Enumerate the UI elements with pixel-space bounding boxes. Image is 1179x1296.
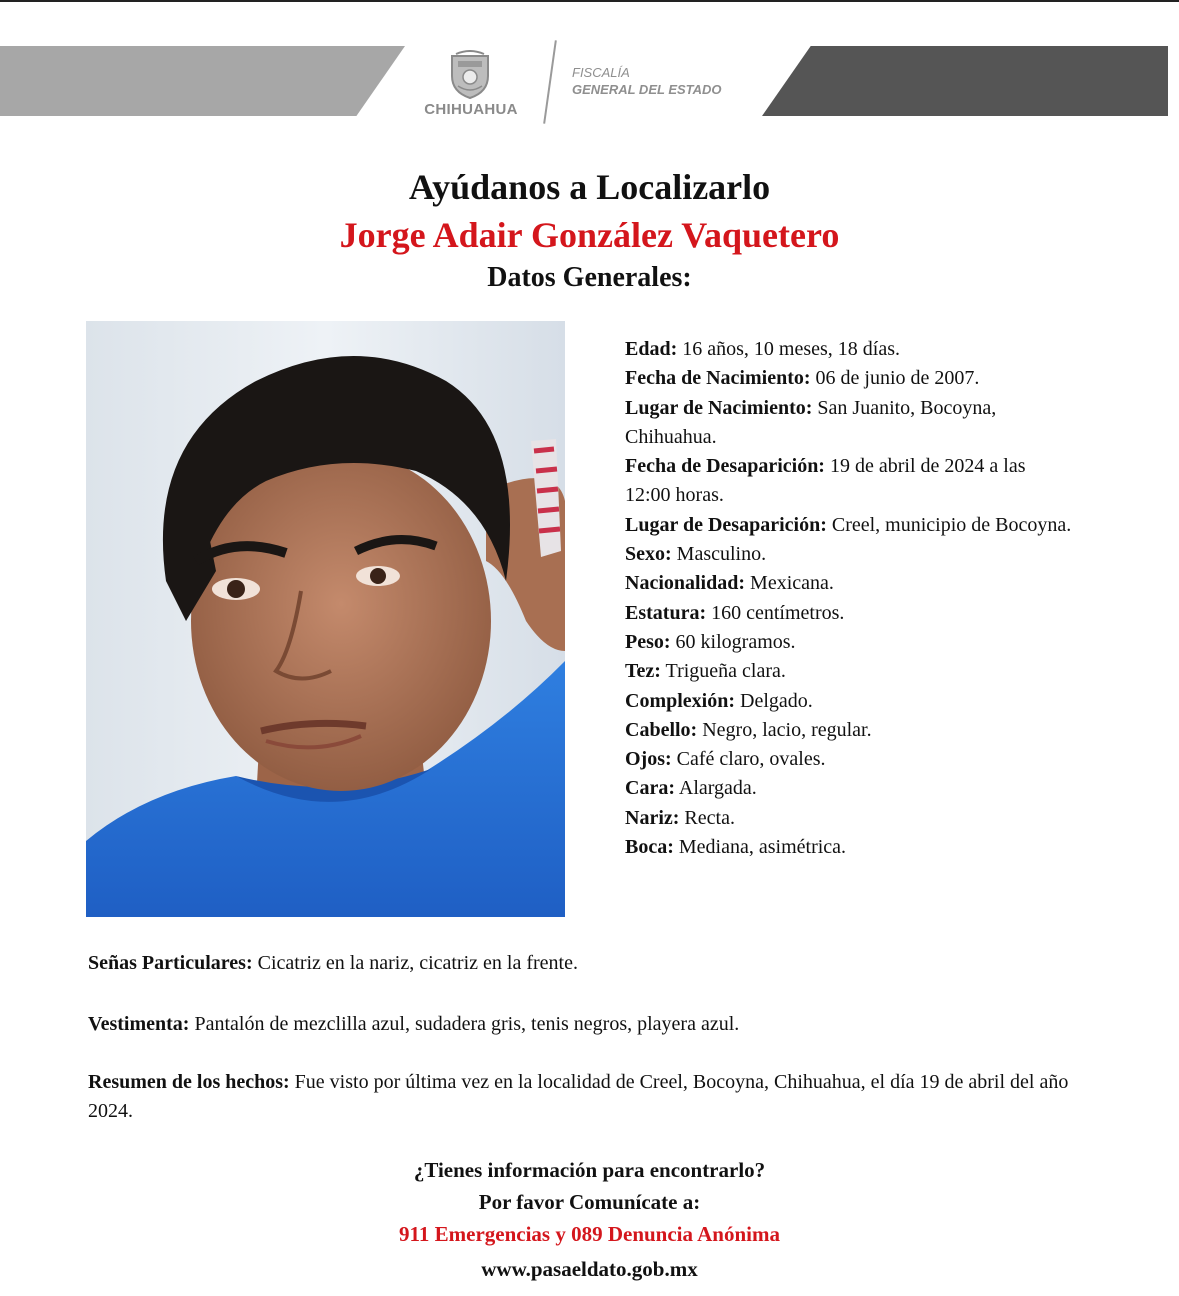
detail-cara <box>625 774 1075 803</box>
detail-label: Cabello: <box>625 718 698 741</box>
detail-label: Edad: <box>625 338 678 360</box>
detail-label: Ojos: <box>625 748 672 771</box>
header-divider <box>543 40 557 123</box>
detail-edad <box>625 335 1075 364</box>
detail-value: Masculino. <box>671 543 767 566</box>
agency-name <box>572 64 722 98</box>
detail-value: 160 centímetros. <box>706 601 845 624</box>
detail-fecha-desaparicion <box>625 452 1075 511</box>
page-title: Ayúdanos a Localizarlo <box>408 167 771 207</box>
section-subtitle: Datos Generales: <box>487 262 692 293</box>
senas-label: Señas Particulares: <box>88 952 253 974</box>
vestimenta <box>88 1010 1098 1039</box>
detail-value: Alargada. <box>674 777 757 800</box>
detail-value: Recta. <box>679 806 735 829</box>
detail-label: Nariz: <box>625 806 680 829</box>
detail-value: Mediana, asimétrica. <box>673 836 847 859</box>
detail-label: Lugar de Nacimiento: <box>625 396 813 419</box>
missing-person-photo <box>86 321 565 917</box>
agency-line-1: FISCALÍA <box>572 65 630 80</box>
detail-fecha-nacimiento <box>625 364 1075 393</box>
detail-value: 19 de abril de 2024 a las 12:00 horas. <box>625 455 1026 507</box>
detail-label: Nacionalidad: <box>625 572 746 595</box>
detail-boca <box>625 833 1075 862</box>
detail-label: Sexo: <box>625 543 672 566</box>
vestimenta-value: Pantalón de mezclilla azul, sudadera gris, tenis negros, playera azul. <box>189 1013 740 1035</box>
header-band-right <box>762 46 1168 116</box>
header-band-left <box>0 46 405 116</box>
detail-value: Trigueña clara. <box>660 660 786 683</box>
senas-value: Cicatriz en la nariz, cicatriz en la frente. <box>252 952 578 974</box>
missing-person-name: Jorge Adair González Vaquetero <box>339 215 840 255</box>
detail-value: San Juanito, Bocoyna, Chihuahua. <box>625 396 997 448</box>
detail-value: 06 de junio de 2007. <box>810 367 980 390</box>
vestimenta-label: Vestimenta: <box>88 1013 190 1035</box>
detail-label: Estatura: <box>625 601 707 624</box>
website-link[interactable]: www.pasaeldato.gob.mx <box>481 1257 698 1281</box>
detail-ojos <box>625 745 1075 774</box>
detail-label: Tez: <box>625 660 661 683</box>
senas-particulares <box>88 949 1098 978</box>
detail-value: 60 kilogramos. <box>670 630 796 653</box>
detail-estatura <box>625 599 1075 628</box>
resumen-hechos <box>88 1068 1098 1126</box>
detail-nacionalidad <box>625 569 1075 598</box>
detail-label: Lugar de Desaparición: <box>625 513 827 536</box>
detail-value: 16 años, 10 meses, 18 días. <box>677 338 901 360</box>
detail-label: Fecha de Desaparición: <box>625 455 825 478</box>
detail-value: Mexicana. <box>745 572 834 595</box>
detail-value: Negro, lacio, regular. <box>697 718 872 741</box>
general-details-list <box>625 335 1075 862</box>
detail-sexo <box>625 540 1075 569</box>
detail-label: Fecha de Nacimiento: <box>625 367 811 390</box>
agency-line-2: GENERAL DEL ESTADO <box>572 82 722 97</box>
resumen-label: Resumen de los hechos: <box>88 1071 290 1093</box>
detail-peso <box>625 628 1075 657</box>
detail-lugar-desaparicion <box>625 511 1075 540</box>
detail-cabello <box>625 716 1075 745</box>
detail-complexion <box>625 687 1075 716</box>
detail-tez <box>625 657 1075 686</box>
detail-value: Creel, municipio de Bocoyna. <box>826 513 1072 536</box>
emergency-phones: 911 Emergencias y 089 Denuncia Anónima <box>399 1222 780 1246</box>
detail-label: Complexión: <box>625 689 735 712</box>
detail-nariz <box>625 804 1075 833</box>
detail-value: Delgado. <box>735 689 813 712</box>
detail-label: Peso: <box>625 630 671 653</box>
detail-value: Café claro, ovales. <box>671 748 826 771</box>
crest-label: CHIHUAHUA <box>424 101 518 118</box>
detail-lugar-nacimiento <box>625 394 1075 453</box>
chihuahua-crest-icon <box>446 50 494 100</box>
top-border-line <box>0 0 1179 2</box>
detail-label: Boca: <box>625 836 674 859</box>
info-question: ¿Tienes información para encontrarlo? <box>413 1158 766 1182</box>
detail-label: Cara: <box>625 777 675 800</box>
contact-prompt: Por favor Comunícate a: <box>478 1190 701 1214</box>
resumen-value: Fue visto por última vez en la localidad de Creel, Bocoyna, Chihuahua, el día 19 de abril del año 2024. <box>88 1071 1069 1122</box>
